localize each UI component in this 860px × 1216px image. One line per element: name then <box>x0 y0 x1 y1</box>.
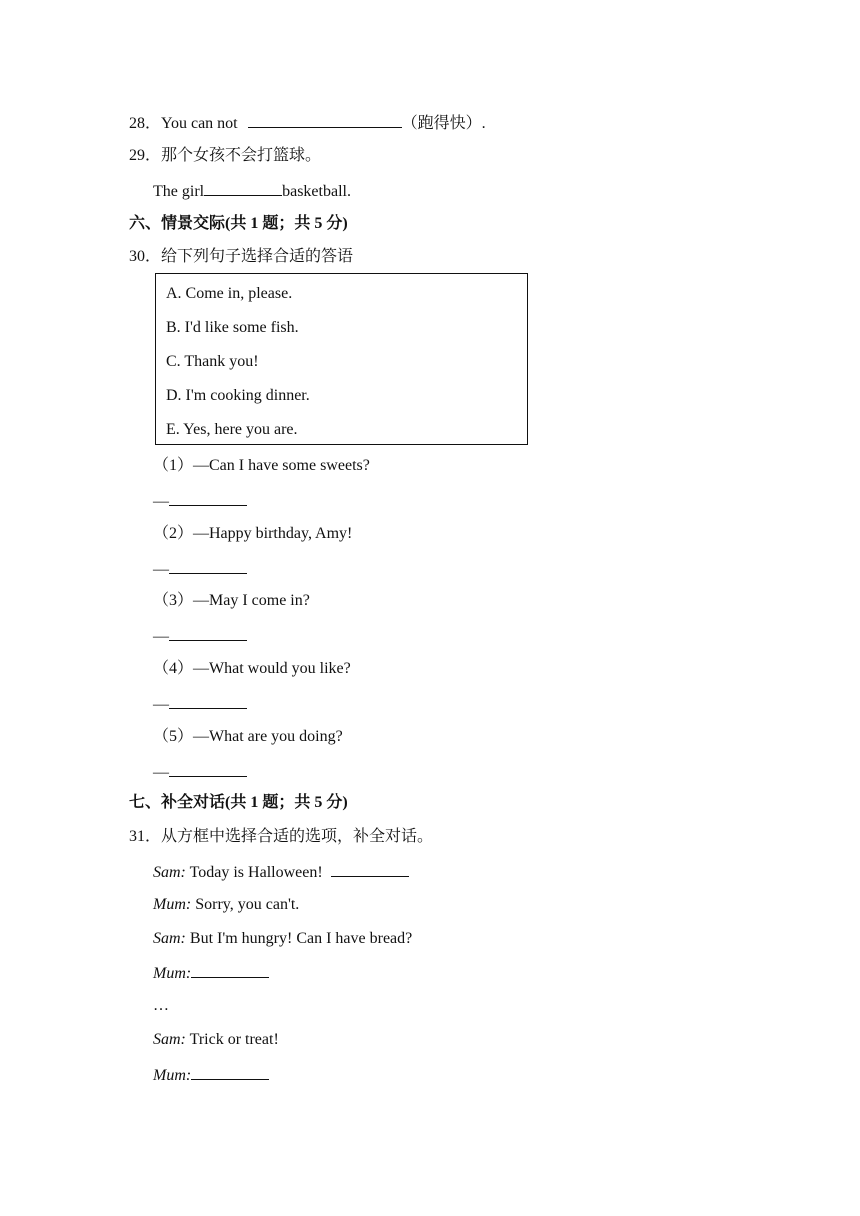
answer-line-4 <box>153 693 247 715</box>
answer-blank[interactable] <box>169 625 247 641</box>
dialog-line-3 <box>153 929 412 949</box>
question-number: 29． <box>129 147 162 164</box>
question-30 <box>129 247 353 267</box>
dash: — <box>153 696 169 713</box>
item-1: （1）—Can I have some sweets? <box>153 457 370 474</box>
answer-line-5 <box>153 761 247 783</box>
dash: — <box>153 628 169 645</box>
sentence-prefix: The girl <box>153 183 205 200</box>
question-number: 31． <box>129 828 162 845</box>
section-7-title: 七、补全对话(共 1 题；共 5 分) <box>129 794 348 811</box>
answer-blank[interactable] <box>191 962 269 978</box>
question-29 <box>129 146 321 166</box>
ellipsis: … <box>153 997 169 1014</box>
section-6-title: 六、情景交际(共 1 题；共 5 分) <box>129 215 348 232</box>
option-b: B. I'd like some fish. <box>166 319 299 336</box>
answer-blank[interactable] <box>169 558 247 574</box>
answer-blank[interactable] <box>169 761 247 777</box>
question-text: 从方框中选择合适的选项，补全对话。 <box>161 828 434 845</box>
answer-blank[interactable] <box>204 180 282 196</box>
question-number: 30． <box>129 248 162 265</box>
answer-blank[interactable] <box>169 490 247 506</box>
answer-blank[interactable] <box>248 112 402 128</box>
answer-line-1 <box>153 490 247 512</box>
question-28 <box>129 112 486 134</box>
question-31 <box>129 827 433 847</box>
answer-blank[interactable] <box>331 861 409 877</box>
dialog-text: Sorry, you can't. <box>191 896 300 913</box>
question-29-english <box>153 180 351 202</box>
speaker: Mum: <box>153 965 192 982</box>
dialog-text: Trick or treat! <box>185 1031 279 1048</box>
answer-line-2 <box>153 558 247 580</box>
question-number: 28． <box>129 115 162 132</box>
speaker: Mum: <box>153 1067 192 1084</box>
dash: — <box>153 764 169 781</box>
dialog-line-4 <box>153 962 269 984</box>
speaker: Sam: <box>153 1031 186 1048</box>
question-text: 给下列句子选择合适的答语 <box>161 248 354 265</box>
dash: — <box>153 493 169 510</box>
dialog-text: Today is Halloween! <box>185 864 327 881</box>
item-5: （5）—What are you doing? <box>153 728 343 745</box>
option-c: C. Thank you! <box>166 353 259 370</box>
dialog-line-7 <box>153 1064 269 1086</box>
question-text: 那个女孩不会打篮球。 <box>161 147 322 164</box>
option-d: D. I'm cooking dinner. <box>166 387 310 404</box>
answer-line-3 <box>153 625 247 647</box>
dialog-text: But I'm hungry! Can I have bread? <box>185 930 413 947</box>
option-a: A. Come in, please. <box>166 285 293 302</box>
dialog-line-6 <box>153 1030 279 1050</box>
dialog-line-1 <box>153 861 409 883</box>
dash: — <box>153 561 169 578</box>
question-text: You can not <box>161 115 238 132</box>
item-2: （2）—Happy birthday, Amy! <box>153 525 353 542</box>
dialog-line-2 <box>153 895 299 915</box>
item-4: （4）—What would you like? <box>153 660 351 677</box>
answer-blank[interactable] <box>169 693 247 709</box>
dialog-line-5 <box>153 996 169 1016</box>
sentence-suffix: basketball. <box>282 183 351 200</box>
option-e: E. Yes, here you are. <box>166 421 298 438</box>
speaker: Sam: <box>153 864 186 881</box>
item-3: （3）—May I come in? <box>153 592 310 609</box>
speaker: Mum: <box>153 896 192 913</box>
speaker: Sam: <box>153 930 186 947</box>
hint-text: （跑得快）. <box>401 115 486 132</box>
answer-blank[interactable] <box>191 1064 269 1080</box>
